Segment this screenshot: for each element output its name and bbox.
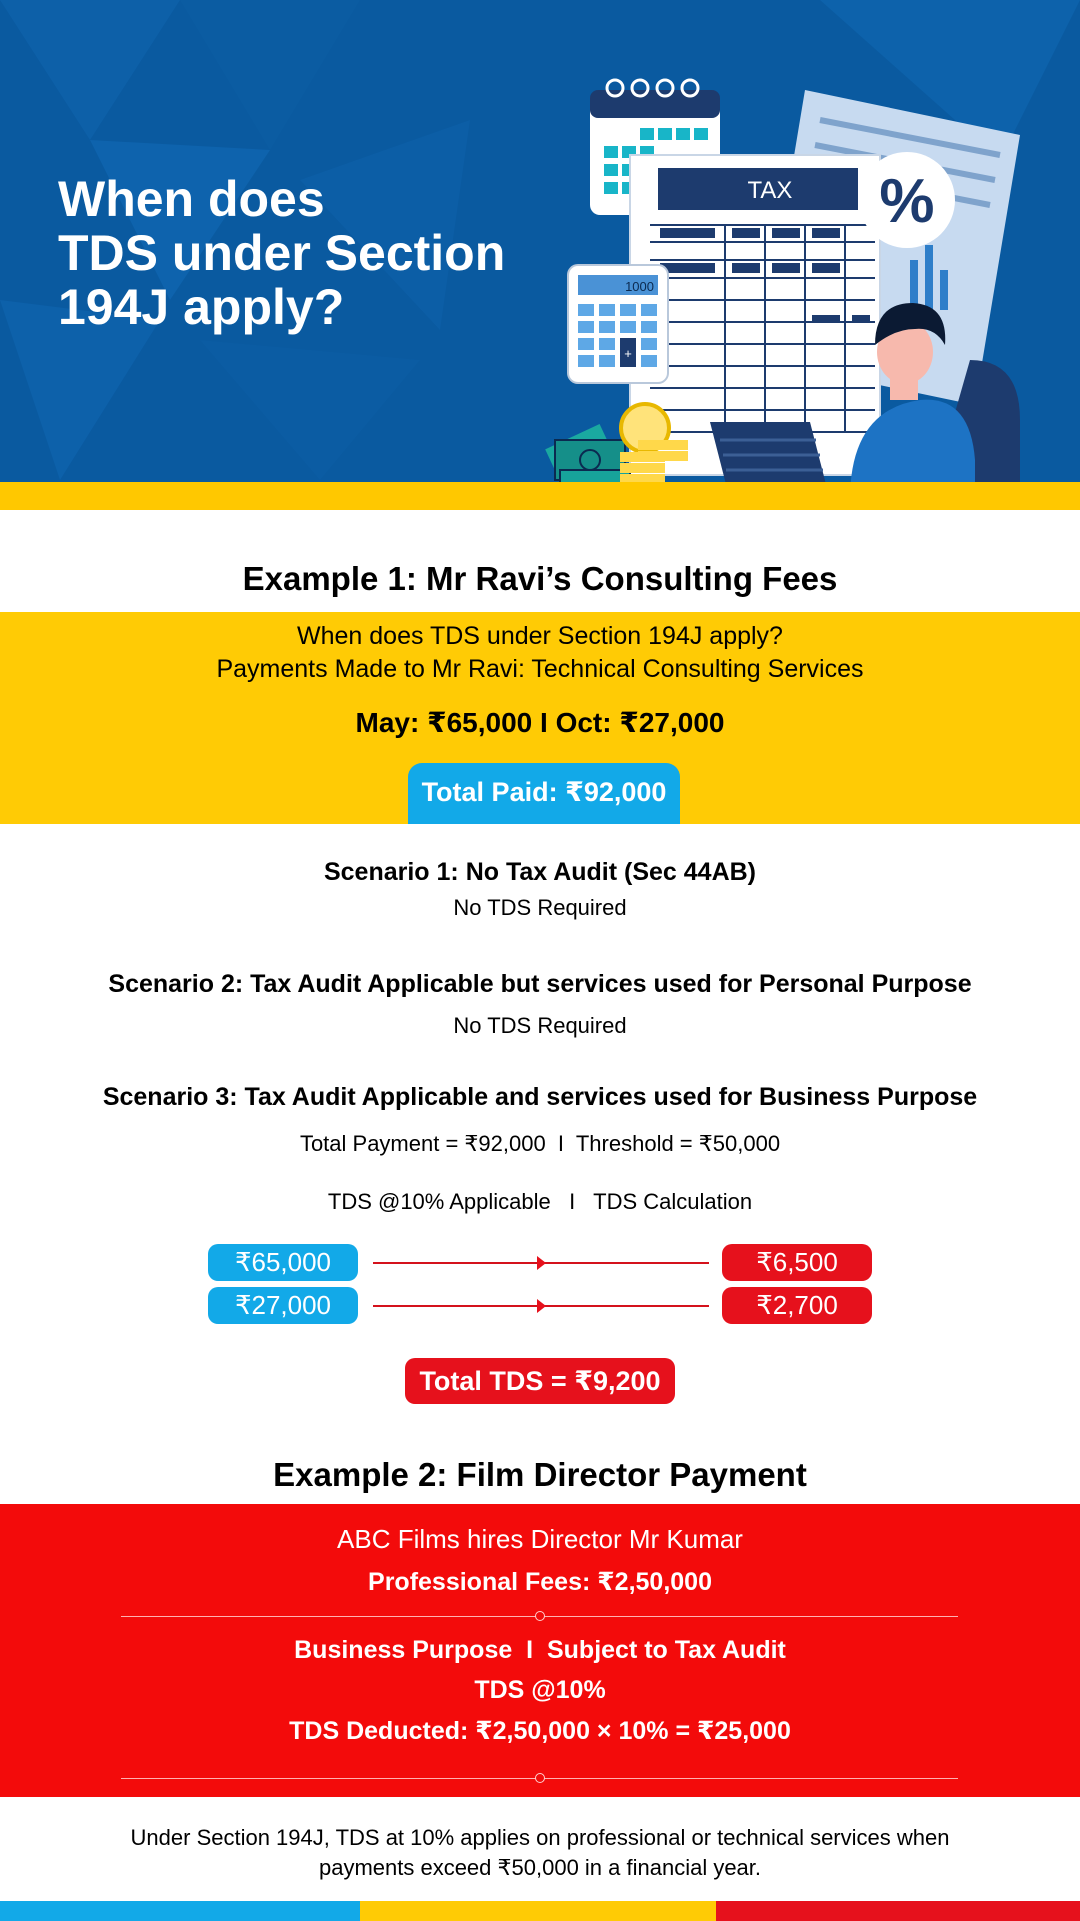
example2-title: Example 2: Film Director Payment: [273, 1456, 807, 1493]
example1-title: Example 1: Mr Ravi’s Consulting Fees: [242, 560, 838, 597]
example2-purpose: Business Purpose I Subject to Tax Audit: [294, 1636, 786, 1664]
example2-hire: ABC Films hires Director Mr Kumar: [337, 1524, 743, 1554]
example2-fees: Professional Fees: ₹2,50,000: [368, 1568, 712, 1596]
hero-yellow-strip: [0, 482, 1080, 510]
bottom-color-bar: [0, 1901, 1080, 1921]
divider-dot: [535, 1611, 545, 1621]
hero-title-line2: TDS under Section: [58, 225, 506, 281]
scenario3-title: Scenario 3: Tax Audit Applicable and services used for Business Purpose: [102, 1083, 978, 1111]
scenario3-payment-threshold: Total Payment = ₹92,000 I Threshold = ₹50,000: [299, 1131, 781, 1156]
payment-pill-may: ₹65,000: [208, 1244, 358, 1281]
bottom-bar-blue: [0, 1901, 360, 1921]
total-tds-badge: Total TDS = ₹9,200: [405, 1358, 675, 1404]
scenario3-tds-applicable: TDS @10% Applicable I TDS Calculation: [327, 1189, 753, 1214]
example2-rate: TDS @10%: [474, 1676, 606, 1704]
scenario2-title: Scenario 2: Tax Audit Applicable but services used for Personal Purpose: [108, 970, 972, 998]
tds-pill-oct: ₹2,700: [722, 1287, 872, 1324]
hero-banner: [0, 0, 1080, 510]
scenario2-result: No TDS Required: [453, 1013, 627, 1038]
scenario1-result: No TDS Required: [453, 895, 627, 920]
calculator-icon: [568, 265, 668, 383]
percent-symbol: %: [879, 167, 935, 236]
percent-badge-icon: [859, 152, 955, 248]
payment-pill-oct: ₹27,000: [208, 1287, 358, 1324]
hero-title-line3: 194J apply?: [58, 279, 345, 335]
tax-label: TAX: [747, 177, 793, 204]
tax-illustration: [520, 60, 1060, 510]
hero-title: [58, 172, 518, 334]
example1-question: When does TDS under Section 194J apply?: [297, 622, 783, 650]
arrow-right-icon: [537, 1256, 546, 1270]
calculator-key: +: [624, 346, 632, 361]
tds-pill-may: ₹6,500: [722, 1244, 872, 1281]
calculator-display: 1000: [625, 279, 654, 294]
hero-title-line1: When does: [58, 171, 325, 227]
bottom-bar-red: [716, 1901, 1080, 1921]
scenario1-title: Scenario 1: No Tax Audit (Sec 44AB): [323, 858, 757, 886]
example2-deducted: TDS Deducted: ₹2,50,000 × 10% = ₹25,000: [289, 1717, 791, 1745]
total-paid-badge: Total Paid: ₹92,000: [408, 763, 680, 824]
example1-payments-label: Payments Made to Mr Ravi: Technical Consulting Services: [216, 655, 864, 683]
bottom-bar-yellow: [360, 1901, 716, 1921]
footer-note: Under Section 194J, TDS at 10% applies on professional or technical services when payments exceed ₹50,000 in a financial year.: [130, 1825, 950, 1880]
arrow-right-icon: [537, 1299, 546, 1313]
example1-amounts: May: ₹65,000 I Oct: ₹27,000: [355, 707, 725, 738]
divider-dot: [535, 1773, 545, 1783]
